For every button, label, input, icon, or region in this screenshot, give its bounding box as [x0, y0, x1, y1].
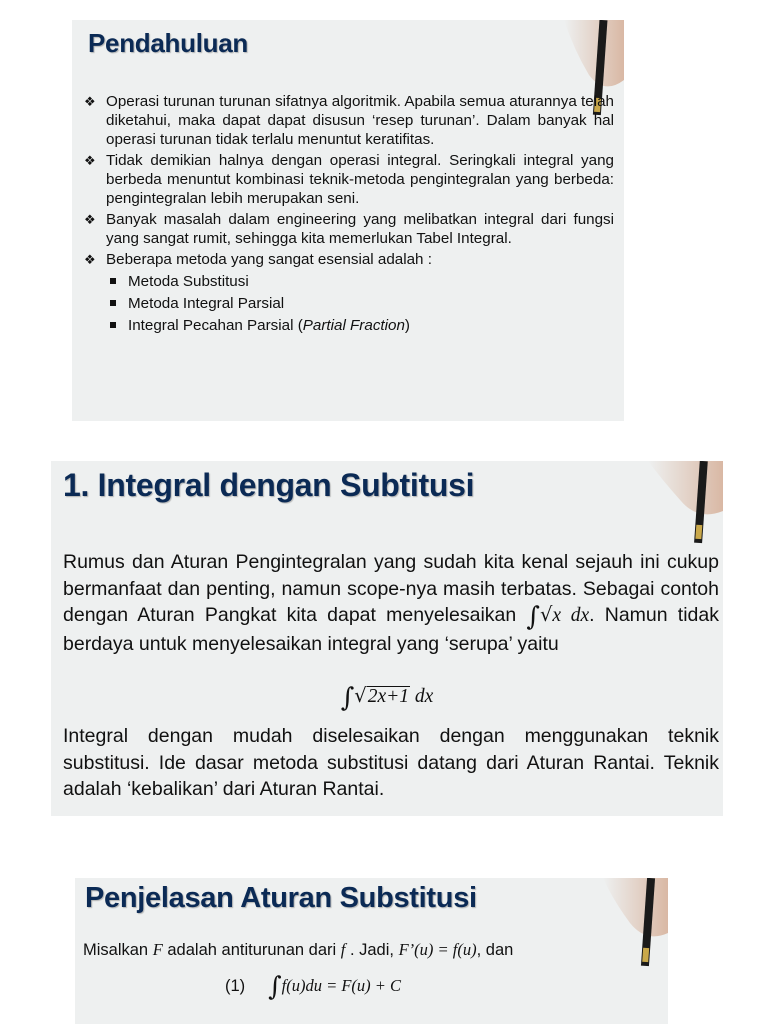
diamond-bullet-icon: ❖ — [84, 94, 96, 109]
method-item: Metoda Integral Parsial — [106, 294, 614, 313]
bullet-item: ❖ Operasi turunan turunan sifatnya algoritmik. Apabila semua aturannya telah diketahui, maka dapat dapat disusun ‘resep turunan’. Dalam banyak hal operasi turunan tidak terlalu menuntut keratifitas. — [84, 93, 614, 148]
integral-sign-icon: ∫ — [268, 972, 282, 1002]
method-item: Metoda Substitusi — [106, 272, 614, 291]
slide-title: 1. Integral dengan Subtitusi — [63, 467, 475, 503]
slide-penjelasan-aturan — [75, 878, 668, 1024]
slide-title: Pendahuluan — [88, 28, 248, 58]
diamond-bullet-icon: ❖ — [84, 153, 96, 168]
slide-pendahuluan — [72, 20, 624, 421]
diamond-bullet-icon: ❖ — [84, 252, 96, 267]
bullet-item: ❖ Banyak masalah dalam engineering yang melibatkan integral dari fungsi yang sangat rumit, sehingga kita memerlukan Tabel Integral. — [84, 211, 614, 247]
hand-pen-image — [643, 461, 723, 551]
slide-title: Penjelasan Aturan Substitusi — [85, 882, 477, 914]
method-list — [106, 272, 614, 335]
technique-paragraph: Integral dengan mudah diselesaikan dengan menggunakan teknik substitusi. Ide dasar metoda substitusi datang dari Aturan Rantai. Teknik adalah ‘kebalikan’ dari Aturan Rantai. — [63, 725, 719, 800]
definition-line: Misalkan F adalah antiturunan dari f . Jadi, F’(u) = f(u), dan — [83, 940, 514, 959]
method-item: Integral Pecahan Parsial (Partial Fraction) — [106, 316, 614, 335]
bullet-item: ❖ Beberapa metoda yang sangat esensial adalah : Metoda Substitusi Metoda Integral Parsial Integral Pecahan Parsial (Partial Fraction) — [84, 250, 614, 335]
bullet-item: ❖ Tidak demikian halnya dengan operasi integral. Seringkali integral yang berbeda menuntut kombinasi teknik-metoda pengintegralan yang berbeda: pengintegralan lebih merupakan seni. — [84, 152, 614, 207]
intro-paragraph: Rumus dan Aturan Pengintegralan yang sudah kita kenal sejauh ini cukup bermanfaat dan penting, namun scope-nya masih terbatas. Sebagai contoh dengan Aturan Pangkat kita dapat menyelesaikan ∫√x dx. Namun tidak berdaya untuk menyelesaikan integral yang ‘serupa’ yaitu — [63, 551, 719, 655]
diamond-bullet-icon: ❖ — [84, 212, 96, 227]
square-bullet-icon — [110, 278, 116, 284]
slide-integral-substitusi — [51, 461, 723, 816]
square-bullet-icon — [110, 300, 116, 306]
sqrt-integral-expr: ∫√x dx — [526, 602, 590, 632]
sqrt-sign-icon: √ — [354, 684, 367, 707]
sqrt-sign-icon: √ — [539, 603, 553, 626]
integral-sign-icon: ∫ — [526, 602, 540, 632]
integral-sign-icon: ∫ — [340, 683, 355, 713]
bullet-list — [84, 92, 614, 338]
integral-equation: ∫√2x+1 dx — [340, 683, 434, 713]
substitution-equation: (1) ∫f(u)du = F(u) + C — [225, 972, 402, 1002]
square-bullet-icon — [110, 322, 116, 328]
hand-pen-image — [598, 878, 668, 973]
